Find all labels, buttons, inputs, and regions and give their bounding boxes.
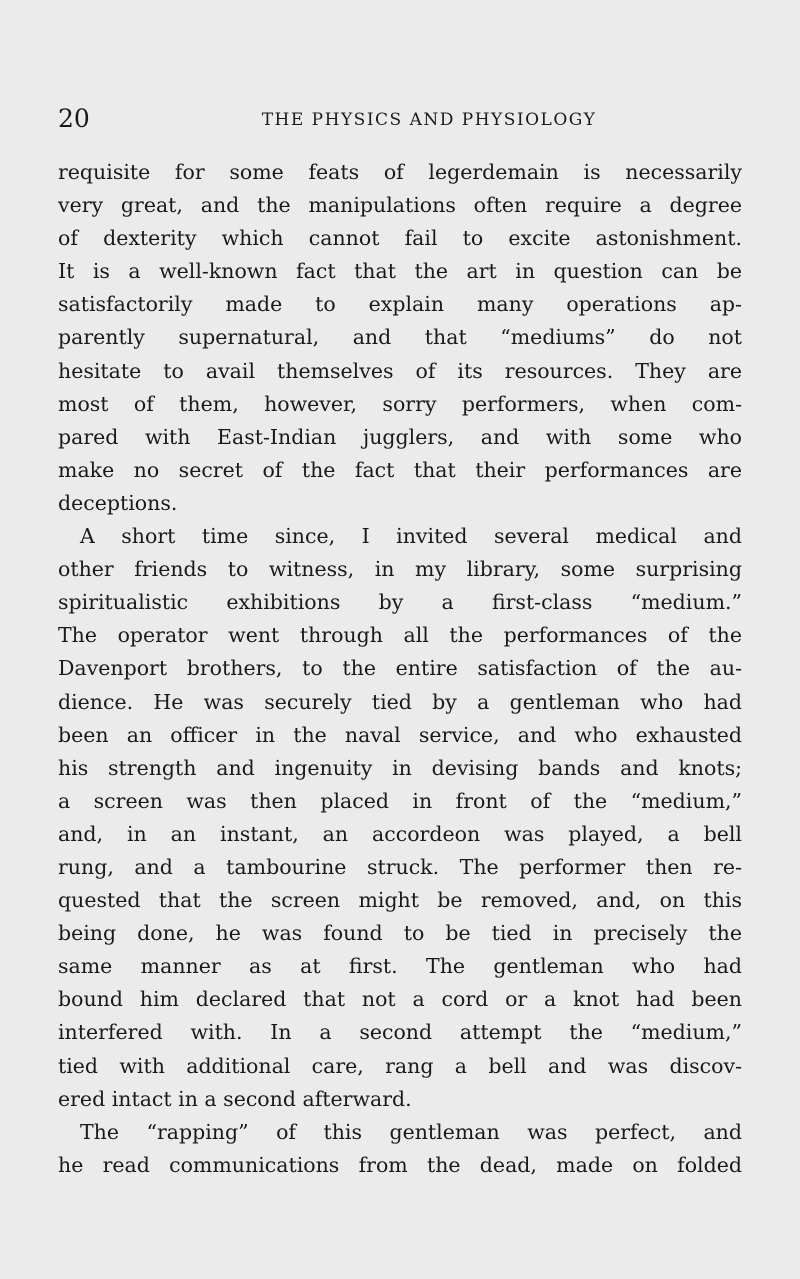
text-line: pared with East-Indian jugglers, and with some who — [58, 424, 742, 449]
text-line: being done, he was found to be tied in precisely the — [58, 921, 742, 946]
text-line: The operator went through all the performances of the — [58, 623, 742, 648]
text-line: A short time since, I invited several medical and — [80, 524, 742, 549]
text-line: Davenport brothers, to the entire satisfaction of the au- — [58, 656, 742, 681]
text-line: spiritualistic exhibitions by a first-class “medium.” — [58, 590, 742, 615]
text-line: dience. He was securely tied by a gentleman who had — [58, 689, 742, 714]
text-line: most of them, however, sorry performers, when com- — [58, 391, 742, 416]
text-line: rung, and a tambourine struck. The performer then re- — [58, 854, 742, 879]
page-number: 20 — [58, 104, 90, 133]
text-line: satisfactorily made to explain many operations ap- — [58, 292, 742, 317]
text-line: a screen was then placed in front of the “medium,” — [58, 788, 742, 813]
body-text — [58, 156, 742, 1182]
running-title: THE PHYSICS AND PHYSIOLOGY — [261, 110, 597, 130]
text-line: tied with additional care, rang a bell and was discov- — [58, 1053, 742, 1078]
text-line: interfered with. In a second attempt the “medium,” — [58, 1020, 742, 1045]
text-line: been an officer in the naval service, and who exhausted — [58, 722, 742, 747]
text-line: make no secret of the fact that their performances are — [58, 457, 742, 482]
text-line: parently supernatural, and that “mediums” do not — [58, 325, 742, 350]
text-line: of dexterity which cannot fail to excite astonishment. — [58, 226, 742, 251]
text-line: quested that the screen might be removed, and, on this — [58, 888, 742, 913]
text-line: and, in an instant, an accordeon was played, a bell — [58, 821, 742, 846]
text-line: very great, and the manipulations often require a degree — [58, 193, 742, 218]
text-line: bound him declared that not a cord or a knot had been — [58, 987, 742, 1012]
text-line: other friends to witness, in my library, some surprising — [58, 557, 742, 582]
text-line: requisite for some feats of legerdemain is necessarily — [58, 160, 742, 184]
text-line: ered intact in a second afterward. — [58, 1086, 412, 1111]
text-line: The “rapping” of this gentleman was perfect, and — [80, 1119, 742, 1144]
text-line: same manner as at first. The gentleman who had — [58, 954, 742, 979]
text-line: hesitate to avail themselves of its resources. They are — [58, 358, 742, 383]
text-line: his strength and ingenuity in devising bands and knots; — [58, 755, 742, 780]
text-line: he read communications from the dead, made on folded — [58, 1152, 742, 1177]
running-head — [58, 104, 742, 134]
text-line: deceptions. — [58, 490, 178, 515]
text-line: It is a well-known fact that the art in question can be — [58, 259, 742, 284]
